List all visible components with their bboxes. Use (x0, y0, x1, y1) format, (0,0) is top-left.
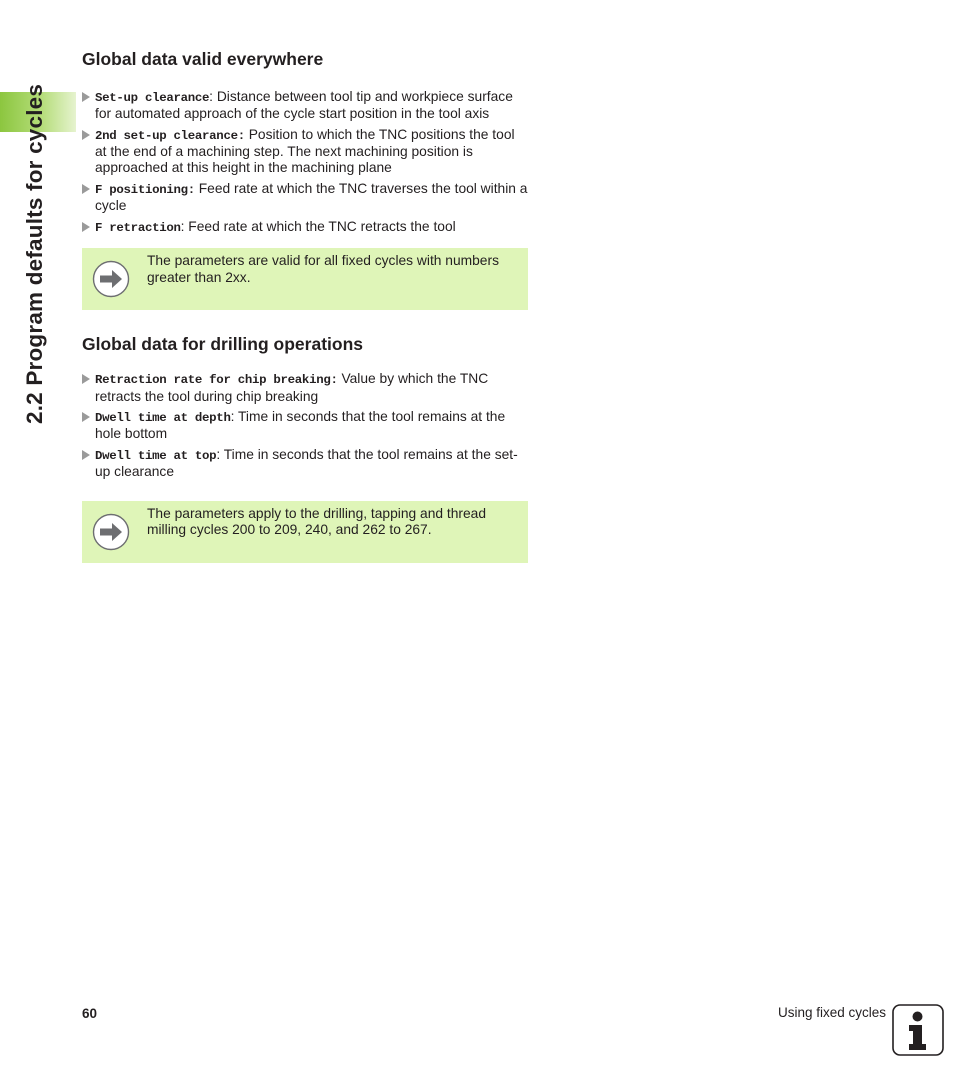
note-box-drilling (82, 501, 528, 563)
info-icon (892, 1004, 944, 1056)
parameter-description: : Feed rate at which the TNC retracts the tool (180, 218, 456, 234)
bullet-triangle-icon (82, 374, 90, 384)
parameter-term: Retraction rate for chip breaking: (95, 373, 338, 388)
bullet-triangle-icon (82, 184, 90, 194)
note-box-global-data (82, 248, 528, 310)
bullet-triangle-icon (82, 412, 90, 422)
parameter-term: Dwell time at depth (95, 411, 231, 426)
bullet-triangle-icon (82, 450, 90, 460)
arrow-right-circle-icon (92, 260, 130, 298)
global-data-list (82, 89, 528, 236)
parameter-term: F positioning: (95, 183, 195, 198)
bullet-triangle-icon (82, 222, 90, 232)
list-item (82, 409, 528, 443)
page-number: 60 (82, 1006, 98, 1021)
list-item (82, 219, 528, 236)
parameter-description: : Time in seconds that the tool remains at the set-up clearance (95, 447, 518, 480)
bullet-triangle-icon (82, 92, 90, 102)
parameter-term: F retraction (95, 220, 181, 235)
parameter-description: Value by which the TNC retracts the tool during chip breaking (95, 371, 489, 404)
section-heading-drilling: Global data for drilling operations (82, 334, 363, 355)
parameter-description: Feed rate at which the TNC traverses the tool within a cycle (95, 181, 528, 214)
chapter-side-title: 2.2 Program defaults for cycles (22, 83, 47, 424)
note-text: The parameters apply to the drilling, tapping and thread milling cycles 200 to 209, 240, and 262 to 267. (147, 505, 487, 537)
list-item (82, 89, 528, 123)
section-heading-global-data: Global data valid everywhere (82, 49, 324, 69)
note-text: The parameters are valid for all fixed cycles with numbers greater than 2xx. (147, 253, 499, 285)
parameter-term: 2nd set-up clearance: (95, 128, 245, 143)
bullet-triangle-icon (82, 130, 90, 140)
parameter-term: Dwell time at top (95, 449, 217, 464)
arrow-right-circle-icon (92, 513, 130, 551)
parameter-description: : Distance between tool tip and workpiece surface for automated approach of the cycle start position in the tool axis (95, 89, 513, 122)
parameter-description: : Time in seconds that the tool remains at the hole bottom (95, 409, 506, 442)
list-item (82, 127, 528, 177)
page-content (82, 49, 528, 563)
parameter-description: Position to which the TNC positions the tool at the end of a machining step. The next machining position is approached at this height in the machining plane (95, 126, 515, 176)
drilling-data-list (82, 371, 528, 480)
footer-chapter-label: Using fixed cycles (777, 1005, 886, 1020)
list-item (82, 447, 528, 481)
list-item (82, 181, 528, 215)
list-item (82, 371, 528, 405)
parameter-term: Set-up clearance (95, 91, 210, 105)
